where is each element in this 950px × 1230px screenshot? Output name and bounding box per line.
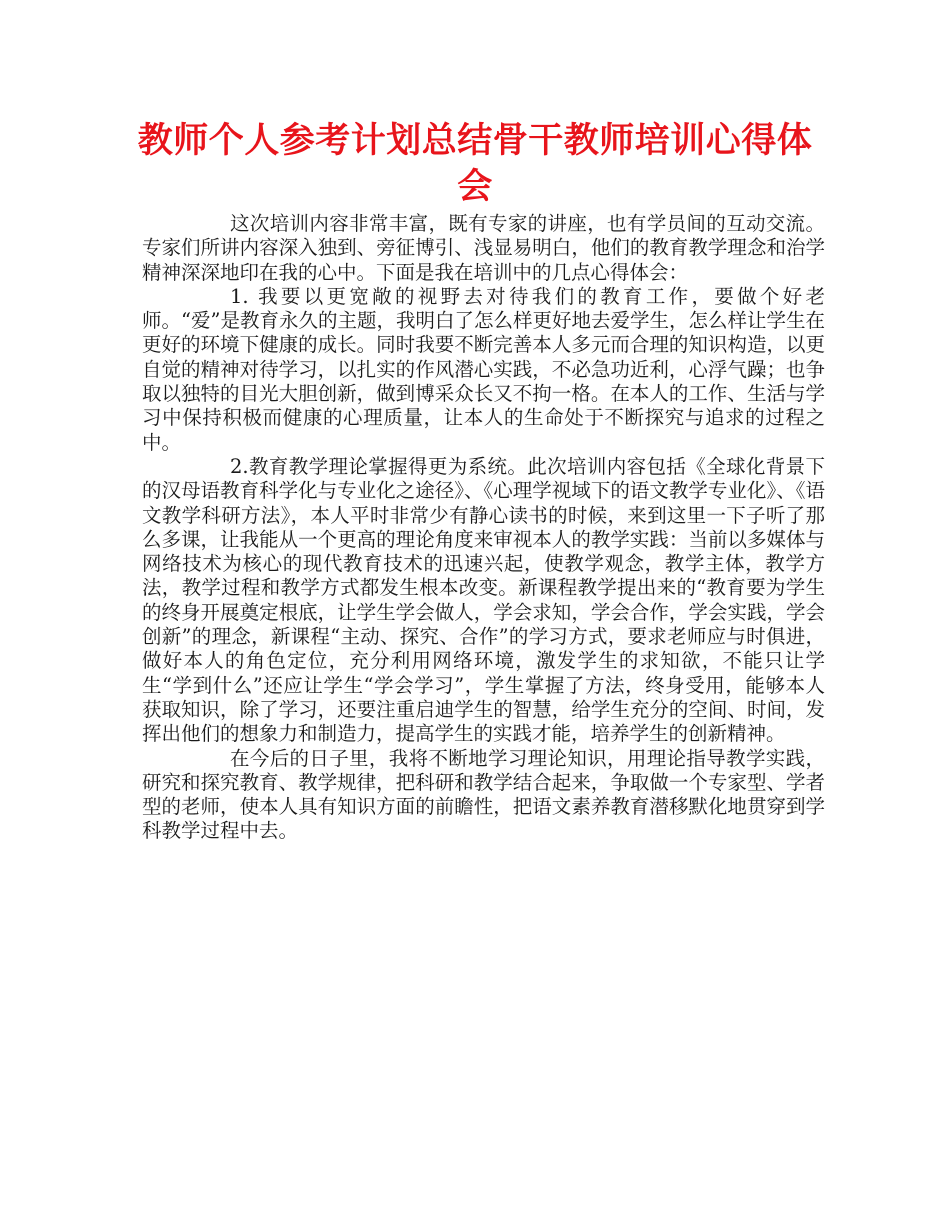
document-body	[142, 212, 825, 844]
paragraph-point-2: 2.教育教学理论掌握得更为系统。此次培训内容包括《全球化背景下的汉母语教育科学化与专业化之途径》、《心理学视域下的语文教学专业化》、《语文教学科研方法》，本人平时非常少有静心读书的时候，来到这里一下子听了那么多课，让我能从一个更高的理论角度来审视本人的教学实践：当前以多媒体与网络技术为核心的现代教育技术的迅速兴起，使教学观念，教学主体，教学方法，教学过程和教学方式都发生根本改变。新课程教学提出来的“教育要为学生的终身开展奠定根底，让学生学会做人，学会求知，学会合作，学会实践，学会创新”的理念，新课程“主动、探究、合作”的学习方式，要求老师应与时俱进，做好本人的角色定位，充分利用网络环境，激发学生的求知欲，不能只让学生“学到什么”还应让学生“学会学习”，学生掌握了方法，终身受用，能够本人获取知识，除了学习，还要注重启迪学生的智慧，给学生充分的空间、时间，发挥出他们的想象力和制造力，提高学生的实践才能，培养学生的创新精神。	[142, 454, 825, 746]
paragraph-conclusion: 在今后的日子里，我将不断地学习理论知识，用理论指导教学实践，研究和探究教育、教学规律，把科研和教学结合起来，争取做一个专家型、学者型的老师，使本人具有知识方面的前瞻性，把语文素养教育潜移默化地贯穿到学科教学过程中去。	[142, 746, 825, 843]
document-title: 教师个人参考计划总结骨干教师培训心得体会	[137, 121, 813, 207]
paragraph-intro: 这次培训内容非常丰富，既有专家的讲座，也有学员间的互动交流。专家们所讲内容深入独到、旁征博引、浅显易明白，他们的教育教学理念和治学精神深深地印在我的心中。下面是我在培训中的几点心得体会：	[142, 212, 825, 284]
paragraph-point-1: 1. 我要以更宽敞的视野去对待我们的教育工作，要做个好老师。“爱”是教育永久的主题，我明白了怎么样更好地去爱学生，怎么样让学生在更好的环境下健康的成长。同时我要不断完善本人多元而合理的知识构造，以更自觉的精神对待学习，以扎实的作风潜心实践，不必急功近利，心浮气躁；也争取以独特的目光大胆创新，做到博采众长又不拘一格。在本人的工作、生活与学习中保持积极而健康的心理质量，让本人的生命处于不断探究与追求的过程之中。	[142, 284, 825, 454]
